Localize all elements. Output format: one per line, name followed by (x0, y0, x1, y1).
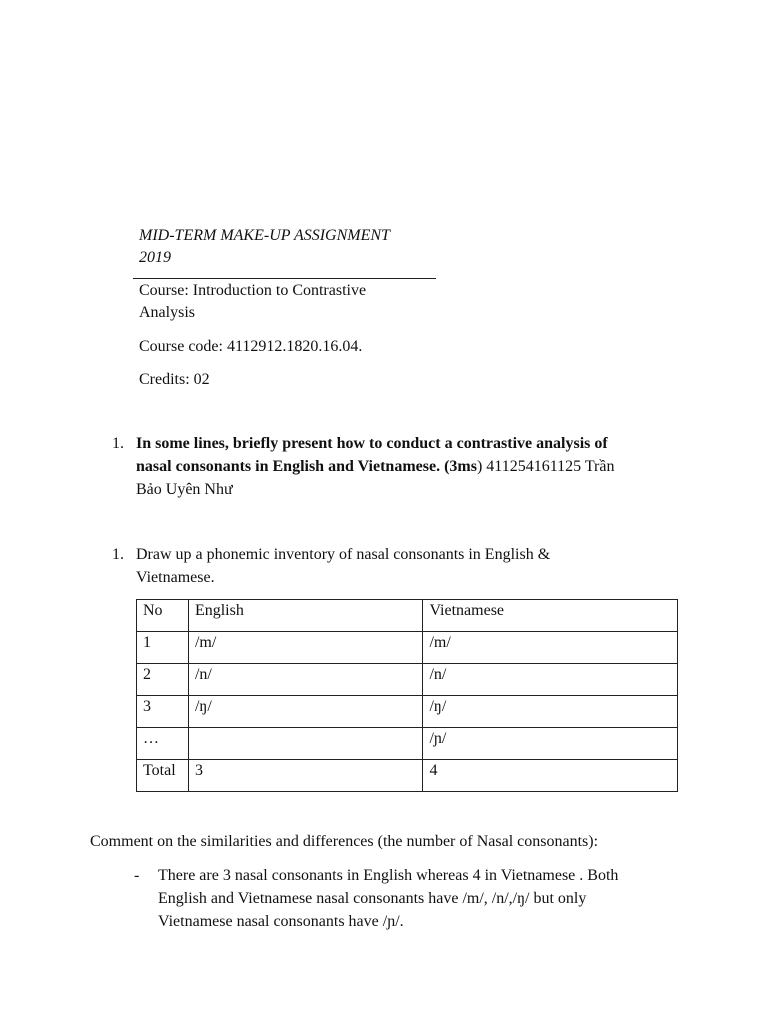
table-cell-no: 2 (137, 664, 189, 696)
question-1-bold-line-2: nasal consonants in English and Vietnamese. (3ms (136, 458, 477, 475)
table-cell-english: /ŋ/ (188, 696, 423, 728)
bullet-line-2: English and Vietnamese nasal consonants have /m/, /n/,/ŋ/ but only (158, 890, 587, 907)
course-name-line-2: Analysis (139, 304, 195, 321)
table-total-row (137, 760, 678, 792)
table-header-english: English (188, 600, 423, 632)
title-line-2: 2019 (139, 249, 171, 266)
table-cell-total-english: 3 (188, 760, 423, 792)
question-1-student-name: Bảo Uyên Như (136, 481, 233, 498)
course-name-line-1: Course: Introduction to Contrastive (139, 282, 367, 299)
question-2 (112, 543, 672, 589)
question-2-line-1: Draw up a phonemic inventory of nasal consonants in English & (136, 546, 551, 563)
course-name (139, 280, 439, 324)
bullet-dash: - (134, 867, 140, 884)
table-cell-total-label: Total (137, 760, 189, 792)
bullet-line-3: Vietnamese nasal consonants have /ɲ/. (158, 913, 404, 930)
table-cell-vietnamese: /n/ (423, 664, 678, 696)
question-2-line-2: Vietnamese. (136, 569, 215, 586)
nasal-consonant-table (136, 599, 678, 792)
table-cell-vietnamese: /ŋ/ (423, 696, 678, 728)
table-cell-english: /n/ (188, 664, 423, 696)
table-row (137, 632, 678, 664)
table-cell-vietnamese: /ɲ/ (423, 728, 678, 760)
table-row (137, 696, 678, 728)
question-1-number: 1. (112, 435, 124, 452)
question-1-bold-line-1: In some lines, briefly present how to conduct a contrastive analysis of (136, 435, 608, 452)
question-1 (112, 432, 672, 501)
table-cell-no: 3 (137, 696, 189, 728)
table-cell-vietnamese: /m/ (423, 632, 678, 664)
table-header-no: No (137, 600, 189, 632)
table-cell-english (188, 728, 423, 760)
title-divider (133, 278, 436, 279)
bullet-text (158, 864, 694, 933)
course-credits: Credits: 02 (139, 371, 210, 388)
table-header-vietnamese: Vietnamese (423, 600, 678, 632)
table-cell-no: … (137, 728, 189, 760)
comment-bullet (134, 864, 694, 933)
question-1-text (136, 432, 672, 501)
course-code: Course code: 4112912.1820.16.04. (139, 338, 363, 355)
course-info (139, 280, 439, 391)
question-1-student-id: ) 411254161125 Trần (476, 458, 615, 475)
title-line-1: MID-TERM MAKE-UP ASSIGNMENT (139, 227, 390, 244)
table-row (137, 728, 678, 760)
table-row (137, 664, 678, 696)
comment-heading: Comment on the similarities and differences (the number of Nasal consonants): (90, 833, 599, 850)
bullet-line-1: There are 3 nasal consonants in English whereas 4 in Vietnamese . Both (158, 867, 619, 884)
question-2-text (136, 543, 672, 589)
table-cell-total-vietnamese: 4 (423, 760, 678, 792)
table-cell-no: 1 (137, 632, 189, 664)
table-cell-english: /m/ (188, 632, 423, 664)
assignment-title (139, 225, 439, 269)
question-2-number: 1. (112, 546, 124, 563)
table-header-row (137, 600, 678, 632)
